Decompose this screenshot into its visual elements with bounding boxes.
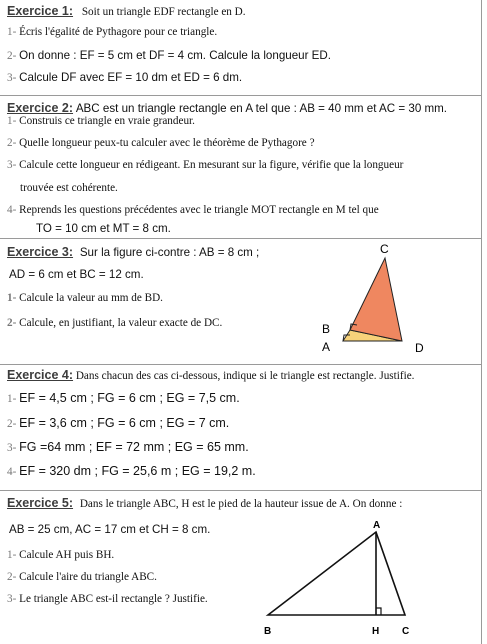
question-number: 1- (7, 549, 17, 561)
exercise-5-question-2: Calcule l'aire du triangle ABC. (19, 571, 157, 583)
exercise-2-question-3-continued: trouvée est cohérente. (20, 182, 118, 194)
question-number: 3- (7, 72, 17, 84)
vertex-label-c: C (380, 242, 389, 256)
exercise-3-question-2: Calcule, en justifiant, la valeur exacte de DC. (19, 317, 223, 329)
exercise-1-intro: Soit un triangle EDF rectangle en D. (81, 6, 246, 18)
vertex-label-c: C (402, 626, 410, 637)
exercise-3-question-1: Calcule la valeur au mm de BD. (19, 292, 163, 304)
question-number: 1- (7, 26, 17, 38)
exercise-4 (0, 364, 481, 491)
exercise-3-title: Exercice 3: (7, 245, 74, 259)
exercise-3 (0, 238, 481, 365)
exercise-1-question-3: Calcule DF avec EF = 10 dm et ED = 6 dm. (19, 71, 243, 84)
triangle-abc (268, 532, 405, 615)
exercise-4-case-2: EF = 3,6 cm ; FG = 6 cm ; EG = 7 cm. (19, 416, 230, 430)
case-number: 2- (7, 418, 17, 430)
exercise-5-title: Exercice 5: (7, 496, 74, 510)
question-number: 3- (7, 593, 17, 605)
question-number: 2- (7, 317, 17, 329)
question-number: 3- (7, 159, 17, 171)
exercise-2-question-4-data: TO = 10 cm et MT = 8 cm. (36, 222, 171, 235)
question-number: 1- (7, 292, 17, 304)
vertex-label-h: H (372, 626, 380, 637)
exercise-4-intro: Dans chacun des cas ci-dessous, indique si le triangle est rectangle. Justifie. (75, 370, 415, 382)
exercise-4-case-3: FG =64 mm ; EF = 72 mm ; EG = 65 mm. (19, 440, 249, 454)
exercise-1-question-1: Écris l'égalité de Pythagore pour ce triangle. (19, 26, 218, 38)
triangle-bdc (350, 258, 402, 341)
exercise-1-title: Exercice 1: (7, 4, 74, 18)
exercise-5-question-1: Calcule AH puis BH. (19, 549, 115, 561)
exercise-2-question-4: Reprends les questions précédentes avec le triangle MOT rectangle en M tel que (19, 204, 379, 216)
exercise-2-question-2: Quelle longueur peux-tu calculer avec le théorème de Pythagore ? (19, 137, 315, 149)
case-number: 1- (7, 393, 17, 405)
exercise-2-title: Exercice 2: (7, 101, 74, 115)
exercise-5-question-3: Le triangle ABC est-il rectangle ? Justifie. (19, 593, 208, 605)
exercise-3-figure (310, 238, 470, 364)
exercise-2 (0, 95, 481, 239)
vertex-label-b: B (322, 322, 331, 336)
exercise-3-intro: Sur la figure ci-contre : AB = 8 cm ; (79, 246, 260, 259)
question-number: 1- (7, 115, 17, 127)
question-number: 2- (7, 571, 17, 583)
question-number: 4- (7, 204, 17, 216)
exercise-5-data: AB = 25 cm, AC = 17 cm et CH = 8 cm. (9, 523, 211, 536)
question-number: 2- (7, 137, 17, 149)
exercise-3-data: AD = 6 cm et BC = 12 cm. (9, 268, 144, 281)
exercise-2-question-3: Calcule cette longueur en rédigeant. En mesurant sur la figure, vérifie que la longueur (19, 159, 404, 171)
exercise-5-figure (250, 490, 450, 644)
exercise-2-intro: ABC est un triangle rectangle en A tel que : AB = 40 mm et AC = 30 mm. (75, 102, 448, 115)
exercise-1 (0, 0, 481, 96)
vertex-label-b: B (264, 626, 272, 637)
exercise-4-case-1: EF = 4,5 cm ; FG = 6 cm ; EG = 7,5 cm. (19, 391, 240, 405)
exercise-5-intro: Dans le triangle ABC, H est le pied de la hauteur issue de A. On donne : (79, 498, 403, 510)
vertex-label-a: A (322, 340, 331, 354)
exercise-1-question-2: On donne : EF = 5 cm et DF = 4 cm. Calcule la longueur ED. (19, 49, 332, 62)
exercise-2-question-1: Construis ce triangle en vraie grandeur. (19, 115, 195, 127)
vertex-label-d: D (415, 341, 424, 355)
exercise-5 (0, 490, 481, 644)
vertex-label-a: A (373, 520, 381, 531)
exercise-4-title: Exercice 4: (7, 368, 74, 382)
exercise-4-case-4: EF = 320 dm ; FG = 25,6 m ; EG = 19,2 m. (19, 464, 256, 478)
case-number: 3- (7, 442, 17, 454)
case-number: 4- (7, 466, 17, 478)
question-number: 2- (7, 50, 17, 62)
